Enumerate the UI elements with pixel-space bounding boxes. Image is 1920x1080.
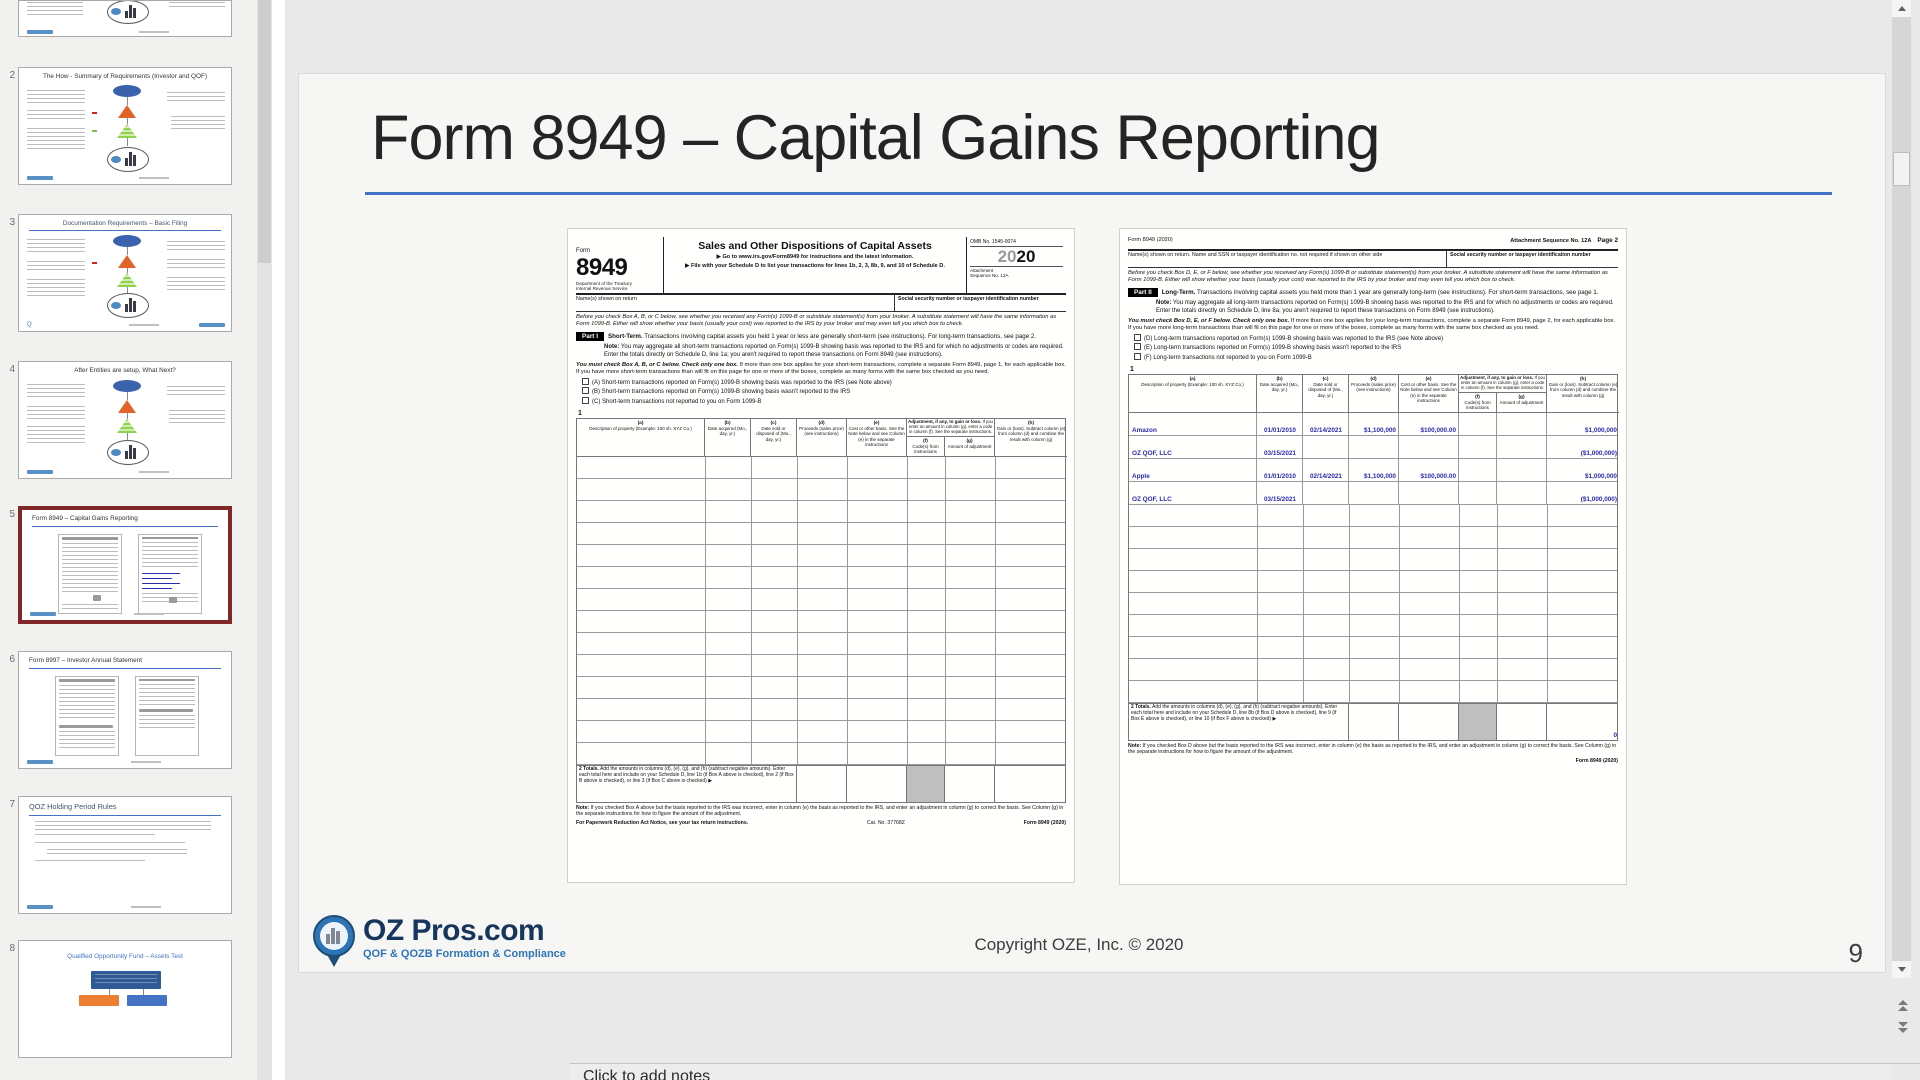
slide-thumbnail-8[interactable] — [18, 940, 232, 1058]
slide-number: 2 — [9, 70, 15, 81]
thumb-logo-mark — [27, 905, 53, 909]
map-pin-icon — [313, 915, 357, 969]
thumb-logo-mark — [27, 470, 53, 474]
thumbnail-title: QOZ Holding Period Rules — [29, 802, 117, 811]
thumbnail-flowchart-slide — [19, 941, 231, 1057]
thumbnail-title: Form 8997 – Investor Annual Statement — [29, 657, 142, 664]
slide-number: 3 — [9, 217, 15, 228]
part-1-section: Part I Short-Term. Transactions involving capital assets you held 1 year or less are generally short-term (see instructions). For long-term transactions, see page 2. — [576, 330, 1066, 343]
slide-thumbnail-1[interactable] — [18, 0, 232, 37]
panel-divider — [272, 0, 285, 1080]
checkbox-F — [1134, 353, 1141, 360]
slide-thumbnail-7[interactable] — [18, 796, 232, 914]
double-up-chevron-icon — [1898, 1006, 1908, 1011]
scroll-up-button[interactable] — [1892, 0, 1911, 17]
thumbnail-title: Documentation Requirements – Basic Filing — [62, 220, 188, 227]
main-scrollbar-thumb[interactable] — [1893, 152, 1910, 186]
thumbnail-title: Form 8949 – Capital Gains Reporting — [32, 515, 138, 522]
form-number: 8949 — [576, 254, 628, 281]
thumbnail-bullets-slide — [19, 797, 231, 913]
empty-table-row — [1129, 637, 1617, 659]
empty-table-row — [577, 633, 1065, 655]
omb-number: OMB No. 1545-0074 — [970, 239, 1063, 247]
logo-name: OZ Pros.com — [363, 914, 545, 947]
buildings-icon — [326, 928, 340, 944]
thumbnail-form-slide — [19, 652, 231, 768]
form-footer: Form 8949 (2020) — [1575, 758, 1618, 765]
checkbox-C — [582, 397, 589, 404]
aggregate-note: Note: You may aggregate all short-term transactions reported on Form(s) 1099-B showing basis was reported to the IRS and for which no adjustments or codes are required. Enter the totals directly on Schedule D, line 1a; you aren't required to report these transactions on Form 8949 (see instructions). — [604, 344, 1064, 358]
checkbox-options: (D) Long-term transactions reported on Form(s) 1099-B showing basis was reported to the IRS (see Note above) (E) Long-term transactions reported on Form(s) 1099-B showing basis wasn't reported to the IRS (F) Long-term transactions not reported to you on Form 1099-B — [1128, 333, 1618, 364]
ozpros-logo — [313, 915, 566, 969]
thumb-form-page — [58, 534, 122, 614]
form-title: Sales and Other Dispositions of Capital Assets — [698, 240, 932, 252]
notes-panel[interactable] — [570, 1064, 1892, 1080]
slide-number: 8 — [9, 943, 15, 954]
double-down-chevron-icon — [1898, 1022, 1908, 1027]
thumbnail-diagram — [19, 362, 231, 478]
checkbox-E — [1134, 343, 1141, 350]
transactions-table — [1128, 374, 1618, 741]
flow-box-root — [91, 971, 161, 989]
thumb-form-page — [55, 676, 119, 756]
form-file-line: ▶ File with your Schedule D to list your transactions for lines 1b, 2, 3, 8b, 9, and 10 of Schedule D. — [685, 263, 945, 269]
next-slide-button[interactable] — [1895, 1022, 1911, 1033]
scroll-up-icon — [1898, 6, 1906, 11]
empty-table-row — [1129, 593, 1617, 615]
transactions-table — [576, 418, 1066, 803]
form-intro-text: Before you check Box A, B, or C below, see whether you received any Form(s) 1099-B or substitute statement(s) from your broker. A substitute statement will have the same information as Form 1099-B. Either will show whether your basis (usually your cost) was reported to the IRS by your broker and may even tell you which box to check. — [576, 314, 1057, 327]
double-down-chevron-icon — [1898, 1028, 1908, 1033]
slide-thumbnail-3[interactable] — [18, 214, 232, 332]
slide-thumbnail-4[interactable] — [18, 361, 232, 479]
table-row: OZ QOF, LLC 03/15/2021 ($1,000,000) — [1129, 436, 1617, 459]
shaded-cell — [1459, 704, 1497, 740]
scroll-down-button[interactable] — [1892, 961, 1911, 978]
form-goto-line: ▶ Go to www.irs.gov/Form8949 for instructions and the latest information. — [716, 254, 914, 260]
table-header-row: (a) Description of property (Example: 100 sh. XYZ Co.) (b) Date acquired (Mo., day, yr.) (c) Date sold or disposed of (Mo., day, yr.) (d) Proceeds (sales price) (see instructions) (e) Cost or other basis. See the Note below and see Column (e) in the separate instructions Adjustment, if any, to gain or loss. If you enter an amount in column (g), enter a code in column (f). See the separate instructions. (f) Code(s) from instructions (g) Amount of adjustment (h) Gain or (loss). Subtract column (e) from column (d) and combine the result with column (g) — [577, 419, 1065, 457]
table-row: Amazon 01/01/2010 02/14/2021 $1,100,000 $100,000.00 $1,000,000 — [1129, 413, 1617, 436]
name-row: Name(s) shown on return Social security number or taxpayer identification number — [576, 295, 1066, 312]
empty-table-row — [1129, 549, 1617, 571]
slide-number: 6 — [9, 654, 15, 665]
title-underline — [365, 192, 1832, 195]
slide-thumbnail-5-selected[interactable] — [18, 506, 232, 624]
table-line-number: 1 — [578, 410, 582, 418]
slide-number: 4 — [9, 364, 15, 375]
name-row: Name(s) shown on return. Name and SSN or taxpayer identification no. not required if shown on other side Social security number or taxpayer identification number — [1128, 251, 1618, 268]
empty-table-row — [577, 743, 1065, 765]
form-8949-page2-image — [1119, 228, 1627, 885]
slide-canvas[interactable] — [298, 73, 1886, 973]
thumb-corner-mark: Q — [27, 322, 32, 328]
part-2-badge: Part II — [1128, 288, 1158, 297]
previous-slide-button[interactable] — [1895, 1000, 1911, 1011]
table-header-row: (a) Description of property (Example: 100 sh. XYZ Co.) (b) Date acquired (Mo., day, yr.) (c) Date sold or disposed of (Mo., day, yr.) (d) Proceeds (sales price) (see instructions) (e) Cost or other basis. See the Note below and see Column (e) in the separate instructions Adjustment, if any, to gain or loss. If you enter an amount in column (g), enter a code in column (f). See the separate instructions. (f) Code(s) from instructions (g) Amount of adjustment (h) Gain or (loss). Subtract column (e) from column (d) and combine the result with column (g) — [1129, 375, 1617, 413]
slide-thumbnail-panel — [0, 0, 257, 1080]
empty-table-row — [1129, 659, 1617, 681]
form-header: Form 8949 Department of the Treasury Internal Revenue Service Sales and Other Dispositions of Capital Assets ▶ Go to www.irs.gov/Form8949 for instructions and the latest information. ▶ File with your Schedule D to list your transactions for lines 1b, 2, 3, 8b, 9, and 10 of Schedule D. OMB No. 1545-0074 2020 Attachment Sequence No. 12A — [576, 237, 1066, 295]
main-scrollbar[interactable] — [1892, 0, 1911, 978]
thumbnail-diagram — [19, 68, 231, 184]
totals-row: 2 Totals. Add the amounts in columns (d), (e), (g), and (h) (subtract negative amounts). Enter each total here and include on your Schedule D, line 8b (if Box D above is checked), line 9 (if Box E above is checked), or line 10 (if Box F above is checked) ▶ 0 — [1131, 704, 1617, 740]
totals-row: 2 Totals. Add the amounts in columns (d), (e), (g), and (h) (subtract negative amounts). Enter each total here and include on your Schedule D, line 1b (if Box A above is checked), line 2 (if Box B above is checked), or line 3 (if Box C above is checked) ▶ — [577, 765, 1065, 802]
totals-gain-value: 0 — [1613, 732, 1617, 740]
sidebar-scrollbar[interactable] — [257, 0, 272, 1080]
logo-tagline: QOF & QOZB Formation & Compliance — [363, 948, 566, 960]
scroll-down-icon — [1898, 967, 1906, 972]
empty-table-row — [577, 589, 1065, 611]
empty-table-row — [577, 677, 1065, 699]
double-up-chevron-icon — [1898, 1000, 1908, 1005]
table-row: Apple 01/01/2010 02/14/2021 $1,100,000 $100,000.00 $1,000,000 — [1129, 459, 1617, 482]
form-8949-page1-image — [567, 228, 1075, 883]
empty-table-row — [577, 523, 1065, 545]
empty-table-row — [1129, 681, 1617, 703]
empty-table-row — [577, 501, 1065, 523]
form-year: 2020 — [997, 247, 1036, 266]
thumb-logo-mark — [199, 323, 225, 327]
table-line-number: 1 — [1130, 366, 1134, 374]
empty-table-row — [577, 721, 1065, 743]
copyright-text: Copyright OZE, Inc. © 2020 — [974, 935, 1184, 954]
empty-table-row — [577, 545, 1065, 567]
empty-table-row — [1129, 571, 1617, 593]
thumb-form-page — [135, 676, 199, 756]
notes-placeholder[interactable]: Click to add notes — [583, 1068, 711, 1080]
thumbnail-form-slide — [22, 510, 228, 620]
empty-table-row — [1129, 527, 1617, 549]
form-footer: For Paperwork Reduction Act Notice, see your tax return instructions. Cat. No. 37768Z Form 8949 (2020) — [576, 820, 1066, 827]
flow-box-right — [127, 995, 167, 1006]
must-check-text: You must check Box D, E, or F below. Check only one box. If more than one box applies for your long-term transactions, complete a separate Form 8949, page 2, for each applicable box. If you have more long-term transactions than will fit on this page for one or more of the boxes, complete as many forms with the same box checked as you need. — [1128, 317, 1616, 331]
page2-header: Form 8949 (2020) Attachment Sequence No. 12A Page 2 — [1128, 237, 1618, 251]
sidebar-scrollbar-thumb[interactable] — [258, 0, 271, 263]
empty-table-row — [577, 655, 1065, 677]
slide-page-number: 9 — [1848, 938, 1863, 968]
thumb-logo-mark — [27, 176, 53, 180]
slide-title: Form 8949 – Capital Gains Reporting — [371, 103, 1380, 173]
empty-table-row — [577, 567, 1065, 589]
basis-note: Note: If you checked Box D above but the basis reported to the IRS was incorrect, enter in column (e) the basis as reported to the IRS, and enter an adjustment in column (g) to correct the basis. See Column (g) in the separate instructions for how to figure the amount of the adjustment. — [1128, 743, 1617, 756]
thumb-logo-mark — [27, 30, 53, 34]
basis-note: Note: If you checked Box A above but the basis reported to the IRS was incorrect, enter in column (e) the basis as reported to the IRS, and enter an adjustment in column (g) to correct the basis. See Column (g) in the separate instructions for how to figure the amount of the adjustment. — [576, 805, 1064, 818]
thumbnail-diagram — [19, 0, 231, 37]
empty-table-row — [577, 479, 1065, 501]
part-2-section: Part II Long-Term. Transactions involving capital assets you held more than 1 year are generally long-term (see instructions). For short-term transactions, see page 1. — [1128, 286, 1618, 299]
slide-editor-area — [285, 0, 1920, 1080]
thumbnail-title: The How - Summary of Requirements (Investor and QOF) — [42, 73, 208, 80]
form-intro-text: Before you check Box D, E, or F below, see whether you received any Form(s) 1099-B or substitute statement(s) from your broker. A substitute statement will have the same information as Form 1099-B. Either will show whether your basis (usually your cost) was reported to the IRS by your broker and may even tell you which box to check. — [1128, 270, 1608, 283]
shaded-cell — [907, 766, 945, 802]
slide-number: 7 — [9, 799, 15, 810]
checkbox-options: (A) Short-term transactions reported on Form(s) 1099-B showing basis was reported to the IRS (see Note above) (B) Short-term transactions reported on Form(s) 1099-B showing basis wasn't reported to the IRS (C) Short-term transactions not reported to you on Form 1099-B — [576, 377, 1066, 408]
part-1-badge: Part I — [576, 332, 604, 341]
empty-table-row — [577, 611, 1065, 633]
thumbnail-diagram — [19, 215, 231, 331]
checkbox-B — [582, 387, 589, 394]
slide-thumbnail-6[interactable] — [18, 651, 232, 769]
must-check-text: You must check Box A, B, or C below. Check only one box. If more than one box applies for your short-term transactions, complete a separate Form 8949, page 1, for each applicable box. If you have more short-term transactions than will fit on this page for one or more of the boxes, complete as many forms with the same box checked as you need. — [576, 361, 1066, 375]
table-row: OZ QOF, LLC 03/15/2021 ($1,000,000) — [1129, 482, 1617, 505]
slide-number: 5 — [9, 509, 15, 520]
thumb-form-page — [138, 534, 202, 614]
thumbnail-title: Qualified Opportunity Fund – Assets Test — [67, 953, 183, 960]
empty-rows — [577, 457, 1065, 765]
empty-table-row — [1129, 505, 1617, 527]
checkbox-A — [582, 378, 589, 385]
empty-table-row — [577, 699, 1065, 721]
thumb-logo-mark — [27, 760, 53, 764]
checkbox-D — [1134, 334, 1141, 341]
empty-table-row — [1129, 615, 1617, 637]
thumbnail-title: After Entities are setup, What Next? — [74, 367, 176, 374]
flow-box-left — [79, 995, 119, 1006]
empty-table-row — [577, 457, 1065, 479]
slide-thumbnail-2[interactable] — [18, 67, 232, 185]
form-word: Form — [576, 248, 590, 254]
aggregate-note: Note: You may aggregate all long-term transactions reported on Form(s) 1099-B showing basis was reported to the IRS and for which no adjustments or codes are required. Enter the totals directly on Schedule D, line 8a; you aren't required to report these transactions on Form 8949 (see instructions). — [1156, 300, 1614, 314]
empty-rows — [1129, 505, 1617, 703]
thumb-logo-mark — [30, 612, 56, 616]
